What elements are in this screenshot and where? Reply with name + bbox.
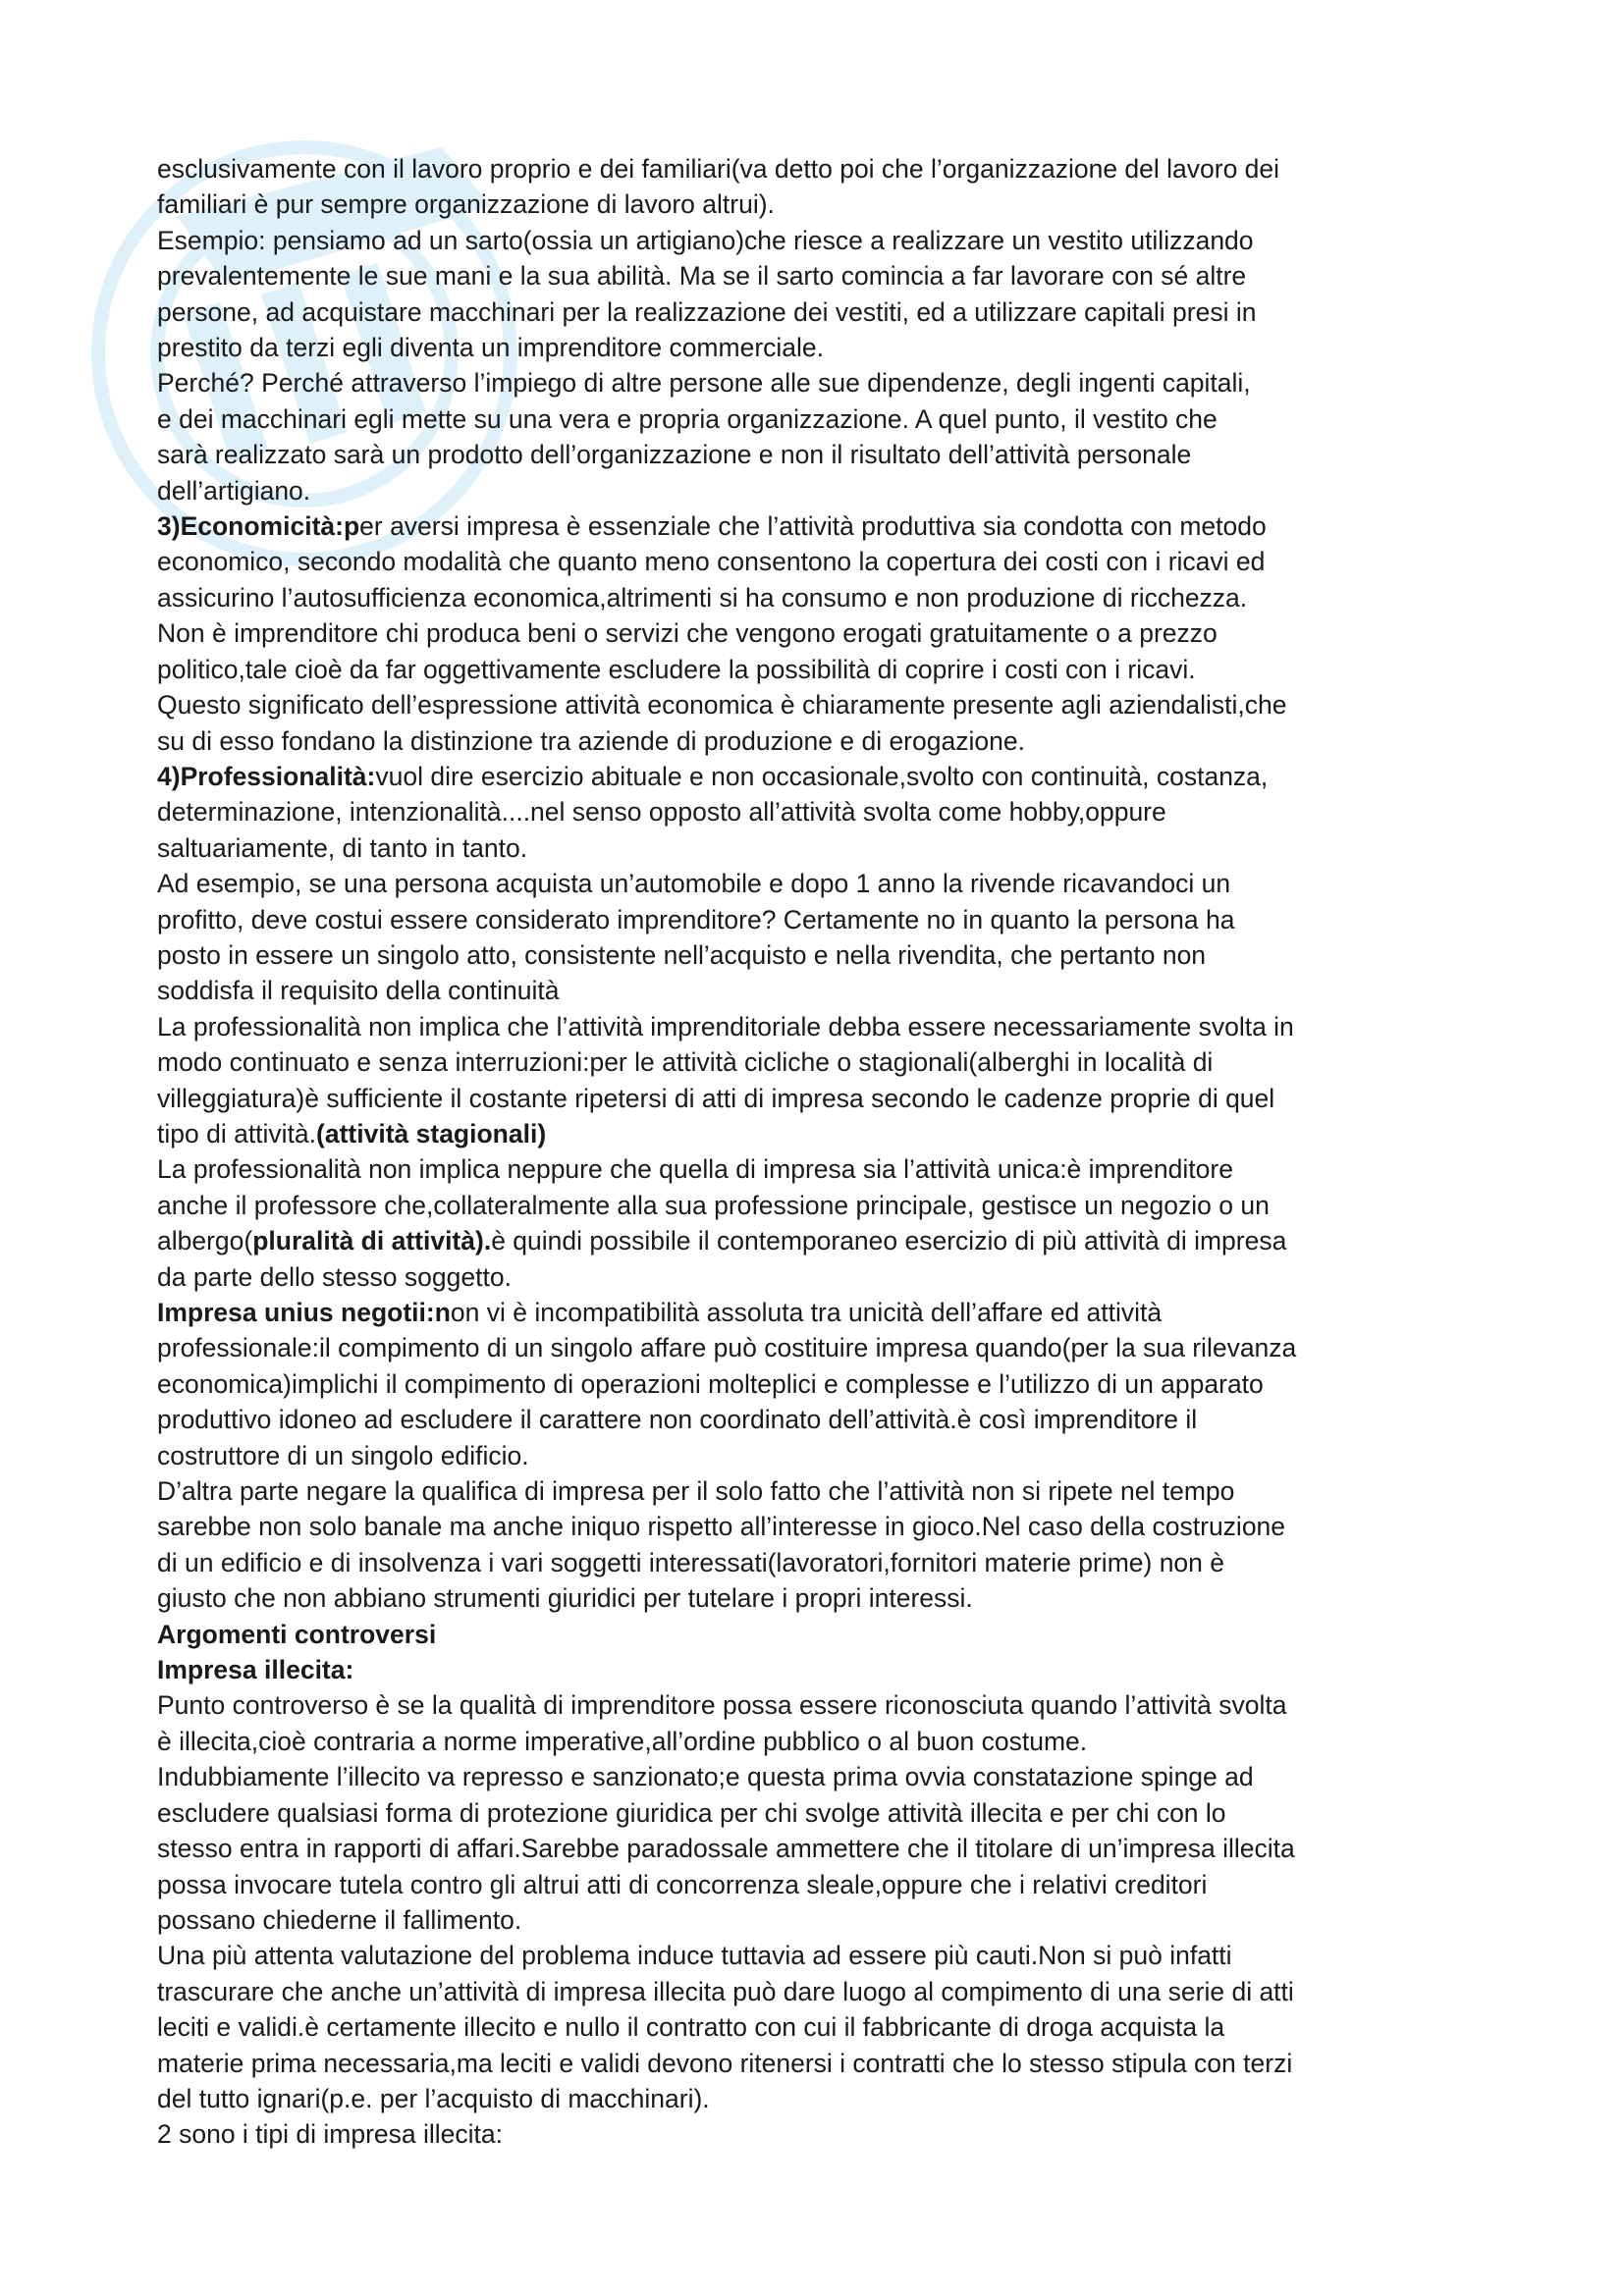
text-segment: trascurare che anche un’attività di impresa illecita può dare luogo al compimento di una serie di atti (157, 1976, 1294, 2006)
text-segment: er aversi impresa è essenziale che l’attività produttiva sia condotta con metodo (359, 511, 1267, 542)
text-line (157, 652, 1492, 687)
text-segment: persone, ad acquistare macchinari per la realizzazione dei vestiti, ed a utilizzare capitali presi in (157, 296, 1257, 327)
text-segment: Non è imprenditore chi produca beni o servizi che vengono erogati gratuitamente o a prezzo (157, 618, 1218, 649)
text-line (157, 2116, 1492, 2152)
text-segment: modo continuato e senza interruzioni:per le attività cicliche o stagionali(alberghi in località di (157, 1047, 1214, 1078)
text-line (157, 1366, 1492, 1402)
text-segment: economico, secondo modalità che quanto meno consentono la copertura dei costi con i ricavi ed (157, 547, 1266, 577)
text-line (157, 759, 1492, 794)
text-segment: economica)implichi il compimento di operazioni molteplici e complesse e l’utilizzo di un apparato (157, 1368, 1264, 1399)
text-segment: sarebbe non solo banale ma anche iniquo rispetto all’interesse in gioco.Nel caso della costruzione (157, 1512, 1286, 1542)
text-line (157, 1151, 1492, 1187)
text-line (157, 1438, 1492, 1473)
text-line (157, 223, 1492, 258)
text-segment: Indubbiamente l’illecito va represso e sanzionato;e questa prima ovvia constatazione spinge ad (157, 1762, 1254, 1792)
text-line (157, 794, 1492, 829)
text-line (157, 1044, 1492, 1080)
text-line (157, 330, 1492, 365)
text-segment: La professionalità non implica che l’attività imprenditoriale debba essere necessariamente svolta in (157, 1011, 1294, 1041)
bold-text: Impresa unius negotii:n (157, 1298, 451, 1327)
text-segment: profitto, deve costui essere considerato imprenditore? Certamente no in quanto la persona ha (157, 904, 1235, 934)
text-segment: posto in essere un singolo atto, consistente nell’acquisto e nella rivendita, che pertanto non (157, 939, 1207, 970)
text-line (157, 687, 1492, 722)
text-segment: 2 sono i tipi di impresa illecita: (157, 2119, 504, 2150)
text-line (157, 1509, 1492, 1544)
text-segment: sarà realizzato sarà un prodotto dell’organizzazione e non il risultato dell’attività personale (157, 440, 1192, 470)
text-segment: Una più attenta valutazione del problema induce tuttavia ad essere più cauti.Non si può infatti (157, 1941, 1232, 1971)
text-line (157, 937, 1492, 973)
text-line (157, 473, 1492, 508)
text-segment: prevalentemente le sue mani e la sua abilità. Ma se il sarto comincia a far lavorare con sé altre (157, 261, 1247, 292)
text-segment: da parte dello stesso soggetto. (157, 1261, 512, 1292)
text-segment: determinazione, intenzionalità....nel senso opposto all’attività svolta come hobby,oppure (157, 797, 1166, 828)
text-line (157, 1223, 1492, 1258)
text-line (157, 1009, 1492, 1044)
text-line (157, 1867, 1492, 1902)
text-line (157, 1795, 1492, 1831)
text-segment: D’altra parte negare la qualifica di impresa per il solo fatto che l’attività non si ripete nel tempo (157, 1476, 1235, 1507)
text-line (157, 294, 1492, 330)
bold-text: (attività stagionali) (316, 1118, 547, 1148)
text-line (157, 1259, 1492, 1295)
text-segment: albergo( (157, 1226, 253, 1256)
text-line (157, 401, 1492, 437)
text-line (157, 866, 1492, 901)
text-segment: materie prima necessaria,ma leciti e validi devono ritenersi i contratti che lo stesso stipula con terzi (157, 2048, 1293, 2078)
text-segment: Ad esempio, se una persona acquista un’automobile e dopo 1 anno la rivende ricavandoci un (157, 869, 1231, 899)
text-segment: professionale:il compimento di un singolo affare può costituire impresa quando(per la sua rilevanza (157, 1333, 1297, 1363)
text-line (157, 615, 1492, 651)
text-segment: e dei macchinari egli mette su una vera e propria organizzazione. A quel punto, il vestito che (157, 403, 1218, 434)
text-line (157, 723, 1492, 759)
text-line (157, 1402, 1492, 1437)
text-segment: politico,tale cioè da far oggettivamente escludere la possibilità di coprire i costi con i ricavi. (157, 654, 1196, 684)
text-line (157, 437, 1492, 472)
text-segment: di un edificio e di insolvenza i vari soggetti interessati(lavoratori,fornitori materie prime) non è (157, 1547, 1225, 1577)
text-segment: dell’artigiano. (157, 475, 311, 506)
text-line (157, 1081, 1492, 1116)
text-line (157, 1974, 1492, 2009)
text-line (157, 508, 1492, 544)
text-line (157, 1330, 1492, 1365)
text-segment: saltuariamente, di tanto in tanto. (157, 832, 528, 863)
text-line (157, 1545, 1492, 1580)
text-segment: leciti e validi.è certamente illecito e nullo il contratto con cui il fabbricante di droga acquista la (157, 2012, 1225, 2043)
text-segment: vuol dire esercizio abituale e non occasionale,svolto con continuità, costanza, (375, 761, 1269, 791)
bold-text: 3)Economicità:p (157, 511, 360, 542)
text-line (157, 1116, 1492, 1151)
text-line (157, 1188, 1492, 1223)
text-segment: produttivo idoneo ad escludere il carattere non coordinato dell’attività.è così imprenditore il (157, 1405, 1198, 1435)
text-line (157, 902, 1492, 937)
text-line (157, 2046, 1492, 2081)
text-segment: Esempio: pensiamo ad un sarto(ossia un artigiano)che riesce a realizzare un vestito utilizzando (157, 225, 1254, 255)
text-segment: villeggiatura)è sufficiente il costante ripetersi di atti di impresa secondo le cadenze proprie di quel (157, 1083, 1275, 1113)
text-line (157, 1652, 1492, 1687)
text-line (157, 1580, 1492, 1616)
text-segment: familiari è pur sempre organizzazione di lavoro altrui). (157, 189, 775, 220)
text-segment: costruttore di un singolo edificio. (157, 1440, 529, 1470)
bold-text: pluralità di attività). (252, 1226, 492, 1256)
text-segment: è quindi possibile il contemporaneo esercizio di più attività di impresa (491, 1226, 1287, 1256)
text-line (157, 1759, 1492, 1794)
text-segment: prestito da terzi egli diventa un imprenditore commerciale. (157, 333, 825, 363)
text-segment: possano chiederne il fallimento. (157, 1904, 522, 1935)
text-segment: Punto controverso è se la qualità di imprenditore possa essere riconosciuta quando l’attività svolta (157, 1690, 1287, 1721)
text-segment: escludere qualsiasi forma di protezione giuridica per chi svolge attività illecita e per chi con lo (157, 1797, 1226, 1828)
text-line (157, 830, 1492, 866)
text-segment: on vi è incompatibilità assoluta tra unicità dell’affare ed attività (450, 1298, 1163, 1327)
text-line (157, 1473, 1492, 1509)
text-segment: giusto che non abbiano strumenti giuridici per tutelare i propri interessi. (157, 1583, 973, 1614)
text-line (157, 1724, 1492, 1759)
text-segment: possa invocare tutela contro gli altrui atti di concorrenza sleale,oppure che i relativi creditori (157, 1869, 1208, 1899)
text-line (157, 1938, 1492, 1973)
text-line (157, 1295, 1492, 1330)
bold-text: Argomenti controversi (157, 1619, 437, 1649)
text-segment: anche il professore che,collateralmente alla sua professione principale, gestisce un negozio o un (157, 1190, 1270, 1220)
bold-text: Impresa illecita: (157, 1655, 354, 1685)
text-line (157, 187, 1492, 222)
text-segment: Questo significato dell’espressione attività economica è chiaramente presente agli aziendalisti,che (157, 690, 1287, 721)
text-line (157, 365, 1492, 400)
text-segment: è illecita,cioè contraria a norme imperative,all’ordine pubblico o al buon costume. (157, 1726, 1088, 1756)
text-segment: su di esso fondano la distinzione tra aziende di produzione e di erogazione. (157, 725, 1025, 756)
text-segment: stesso entra in rapporti di affari.Sarebbe paradossale ammettere che il titolare di un’impresa illecita (157, 1834, 1295, 1864)
text-line (157, 544, 1492, 579)
text-segment: del tutto ignari(p.e. per l’acquisto di macchinari). (157, 2083, 710, 2113)
text-line (157, 1617, 1492, 1652)
text-line (157, 1687, 1492, 1723)
text-segment: tipo di attività. (157, 1118, 317, 1148)
text-line (157, 151, 1492, 187)
text-line (157, 580, 1492, 615)
document-body (157, 151, 1492, 2153)
text-line (157, 973, 1492, 1008)
text-segment: assicurino l’autosufficienza economica,altrimenti si ha consumo e non produzione di ricchezza. (157, 582, 1248, 613)
text-segment: esclusivamente con il lavoro proprio e dei familiari(va detto poi che l’organizzazione del lavoro dei (157, 154, 1280, 184)
text-line (157, 258, 1492, 294)
text-line (157, 2009, 1492, 2045)
text-segment: soddisfa il requisito della continuità (157, 976, 560, 1006)
text-line (157, 2081, 1492, 2116)
text-segment: La professionalità non implica neppure che quella di impresa sia l’attività unica:è imprenditore (157, 1154, 1233, 1185)
text-segment: Perché? Perché attraverso l’impiego di altre persone alle sue dipendenze, degli ingenti capitali, (157, 368, 1251, 399)
text-line (157, 1902, 1492, 1938)
text-line (157, 1831, 1492, 1866)
bold-text: 4)Professionalità: (157, 761, 376, 791)
